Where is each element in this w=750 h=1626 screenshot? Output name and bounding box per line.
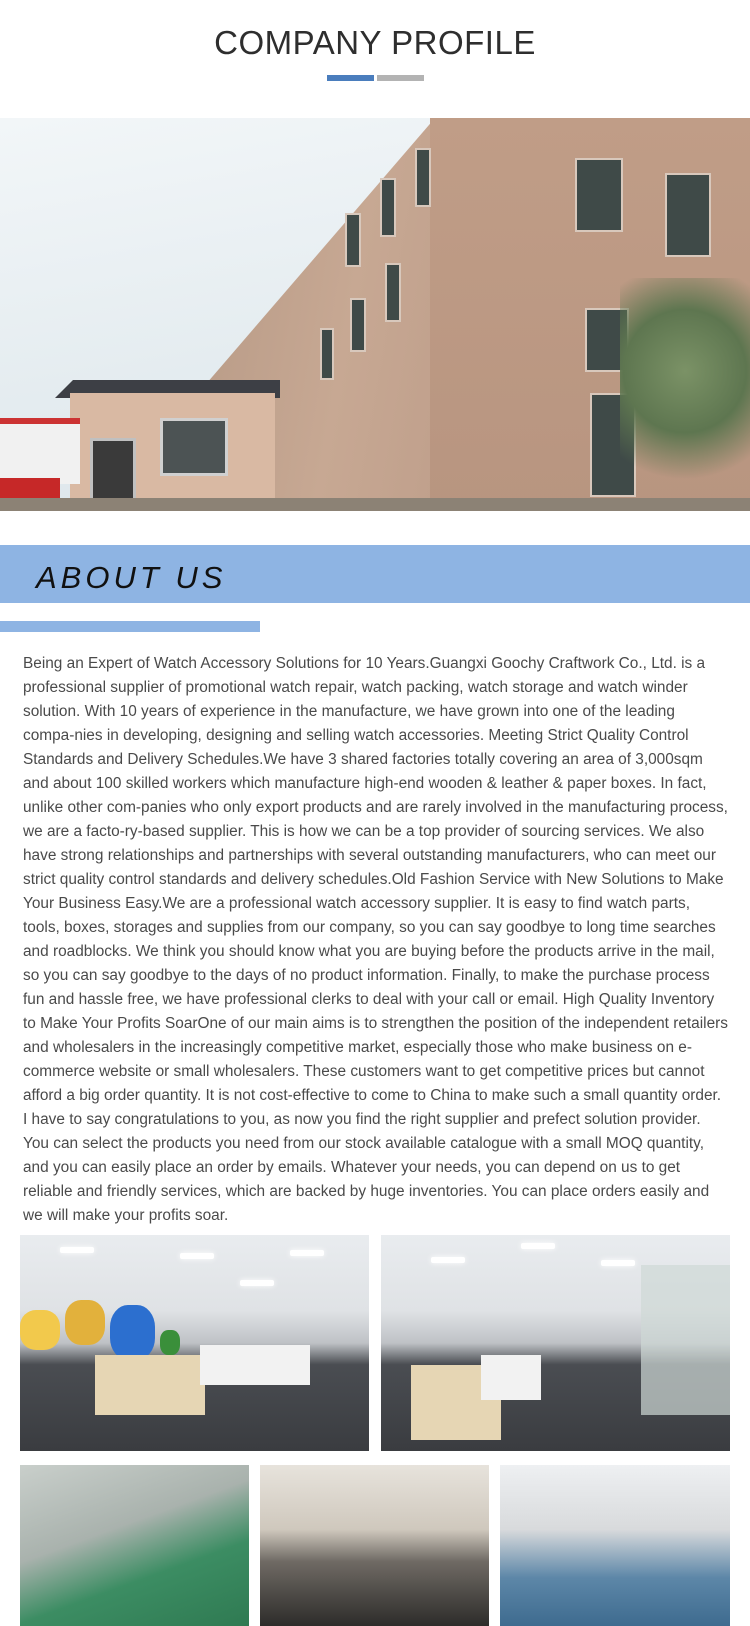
title-accent-bar-blue xyxy=(327,75,374,81)
packing-workshop-photo xyxy=(260,1465,489,1626)
tree xyxy=(620,278,750,511)
ceiling-light xyxy=(431,1257,465,1263)
world-map-wall xyxy=(65,1300,105,1345)
showroom-photo xyxy=(500,1465,730,1626)
about-underline xyxy=(0,621,260,632)
ceiling-light xyxy=(601,1260,635,1266)
world-map-wall xyxy=(20,1310,60,1350)
page-title: COMPANY PROFILE xyxy=(214,24,536,61)
building-window xyxy=(320,328,334,380)
ceiling-light xyxy=(240,1280,274,1286)
factory-building-photo xyxy=(0,118,750,511)
building-window xyxy=(665,173,711,257)
ceiling-light xyxy=(521,1243,555,1249)
building-window xyxy=(380,178,396,237)
building-window xyxy=(345,213,361,267)
ceiling-light xyxy=(290,1250,324,1256)
house-window xyxy=(160,418,228,476)
reception-desk xyxy=(95,1355,205,1415)
world-map-wall xyxy=(110,1305,155,1360)
building-window xyxy=(575,158,623,232)
reception-desk-front xyxy=(200,1345,310,1385)
title-accent-bar-gray xyxy=(377,75,424,81)
factory-workshop-photo xyxy=(20,1465,249,1626)
office-reception-photo xyxy=(20,1235,369,1451)
building-window xyxy=(385,263,401,322)
building-window xyxy=(415,148,431,207)
ground xyxy=(0,498,750,511)
office-workspace-photo xyxy=(381,1235,730,1451)
about-body-text: Being an Expert of Watch Accessory Solutions for 10 Years.Guangxi Goochy Craftwork Co., Ltd. is a professional supplier of promotional watch repair, watch packing, watch storage and watch winder solution. With 10 years of experience in the manufacture, we have grown into one of the leading compa-nies in developing, designing and selling watch accessories. Meeting Strict Quality Control Standards and Delivery Schedules.We have 3 shared factories totally covering an area of 3,000sqm and about 100 skilled workers which manufacture high-end wooden & leather & paper boxes. In fact, unlike other com-panies who only export products and are rarely involved in the manufacturing process, we are a facto-ry-based supplier. This is how we can be a top provider of sourcing services. We also have strong relationships and partnerships with several outstanding manufacturers, who can meet our strict quality control standards and delivery schedules.Old Fashion Service with New Solutions to Make Your Business Easy.We are a professional watch accessory supplier. It is easy to find watch parts, tools, boxes, storages and supplies from our company, so you can say goodbye to long time searches and roadblocks. We think you should know what you are buying before the products arrive in the mail, so you can say goodbye to the days of no product information. Finally, to make the purchase process fun and hassle free, we have professional clerks to deal with your call or email. High Quality Inventory to Make Your Profits SoarOne of our main aims is to strengthen the position of the independent retailers and wholesalers in the increasingly competitive market, especially those who make business on e-commerce website or small wholesalers. These customers want to get competitive prices but cannot afford a big order quantity. It is not cost-effective to come to China to make such a small quantity order. I have to say congratulations to you, as now you find the right supplier and prefect solution provider. You can select the products you need from our stock available catalogue with a small MOQ quantity, and you can easily place an order by emails. Whatever your needs, you can depend on us to get reliable and friendly services, which are backed by huge inventories. You can place orders easily and we will make your profits soar. xyxy=(23,655,728,1224)
ceiling-light xyxy=(60,1247,94,1253)
about-heading: ABOUT US xyxy=(36,560,227,595)
building-window xyxy=(350,298,366,352)
ceiling-light xyxy=(180,1253,214,1259)
world-map-wall xyxy=(160,1330,180,1355)
notice-board xyxy=(0,418,80,484)
glass-wall xyxy=(641,1265,730,1415)
reception-desk-front xyxy=(481,1355,541,1400)
